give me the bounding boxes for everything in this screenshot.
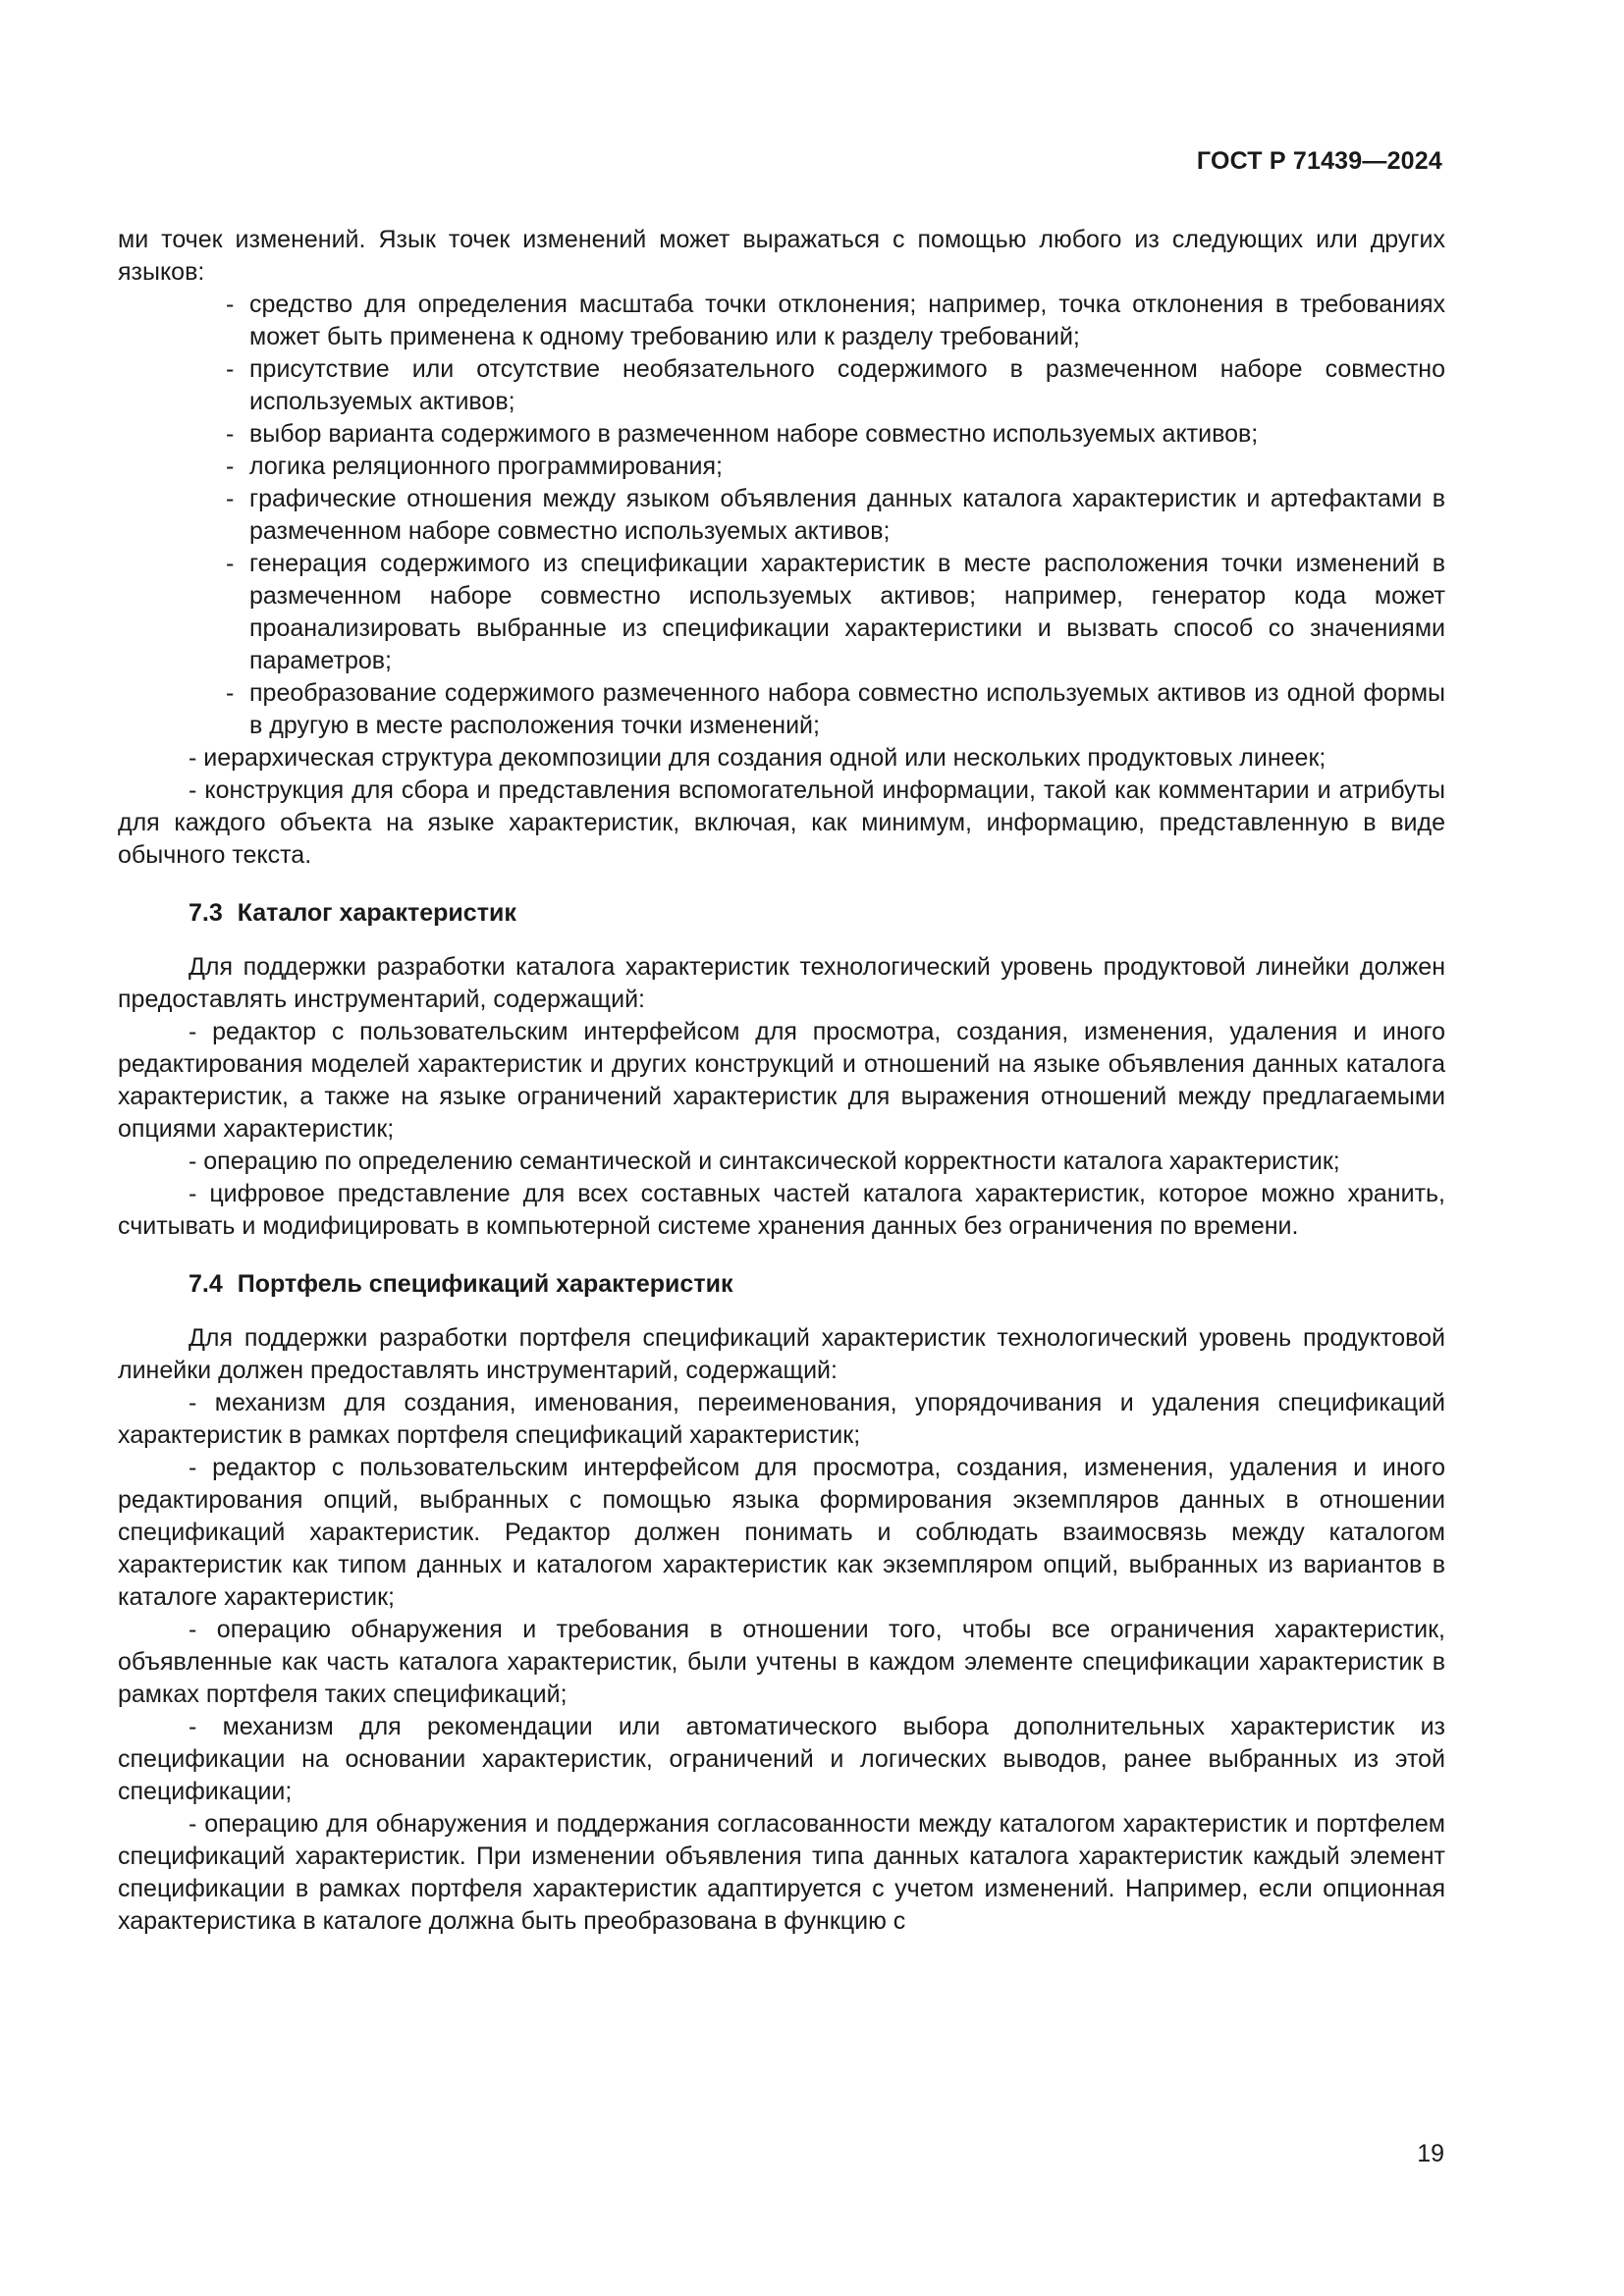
list-item: - редактор с пользовательским интерфейсом для просмотра, создания, изменения, удаления и иного редактирования опций, выбранных с помощью языка формирования экземпляров данных в отношении спецификаций характеристик. Редактор должен понимать и соблюдать взаимосвязь между каталогом характеристик как типом данных и каталогом характеристик как экземпляром опций, выбранных из вариантов в каталоге характеристик;	[118, 1454, 1445, 1611]
list-item: - средство для определения масштаба точки отклонения; например, точка отклонения в требованиях может быть применена к одному требованию или к разделу требований;	[226, 291, 1445, 350]
list-item: - преобразование содержимого размеченного набора совместно используемых активов из одной формы в другую в месте расположения точки изменений;	[226, 679, 1445, 739]
page-number: 19	[1417, 2140, 1444, 2167]
list-item: - редактор с пользовательским интерфейсом для просмотра, создания, изменения, удаления и иного редактирования моделей характеристик и других конструкций и отношений на языке объявления данных каталога характеристик, а также на языке ограничений характеристик для выражения отношений между предлагаемыми опциями характеристик;	[118, 1018, 1445, 1143]
section-number: 7.3	[189, 899, 223, 927]
list-item: - операцию по определению семантической и синтаксической корректности каталога характеристик;	[189, 1148, 1340, 1175]
section-intro: Для поддержки разработки каталога характеристик технологический уровень продуктовой линейки должен предоставлять инструментарий, содержащий:	[118, 953, 1445, 1013]
list-item: - конструкция для сбора и представления вспомогательной информации, такой как комментарии и атрибуты для каждого объекта на языке характеристик, включая, как минимум, информацию, представленную в виде обычного текста.	[118, 776, 1445, 869]
list-item: - выбор варианта содержимого в размеченном наборе совместно используемых активов;	[226, 420, 1259, 448]
list-item: - иерархическая структура декомпозиции для создания одной или нескольких продуктовых линеек;	[189, 744, 1326, 772]
list-item: - логика реляционного программирования;	[226, 453, 723, 480]
list-item: - операцию обнаружения и требования в отношении того, чтобы все ограничения характеристик, объявленные как часть каталога характеристик, были учтены в каждом элементе спецификации характеристик в рамках портфеля таких спецификаций;	[118, 1616, 1445, 1708]
list-item: - генерация содержимого из спецификации характеристик в месте расположения точки изменений в размеченном наборе совместно используемых активов; например, генератор кода может проанализировать выбранные из спецификации характеристики и вызвать способ со значениями параметров;	[226, 550, 1445, 674]
section-intro: Для поддержки разработки портфеля спецификаций характеристик технологический уровень продуктовой линейки должен предоставлять инструментарий, содержащий:	[118, 1324, 1445, 1384]
section-heading-7-4	[118, 1268, 1445, 1301]
page-body	[118, 224, 1445, 1938]
list-item: - механизм для создания, именования, переименования, упорядочивания и удаления спецификаций характеристик в рамках портфеля спецификаций характеристик;	[118, 1389, 1445, 1449]
section-heading-7-3	[118, 897, 1445, 930]
document-id-header: ГОСТ Р 71439—2024	[1196, 147, 1442, 175]
section-title: Каталог характеристик	[237, 899, 516, 927]
section-title: Портфель спецификаций характеристик	[237, 1270, 733, 1298]
list-item: - присутствие или отсутствие необязательного содержимого в размеченном наборе совместно используемых активов;	[226, 355, 1445, 415]
variation-language-list	[118, 289, 1445, 742]
section-number: 7.4	[189, 1270, 223, 1298]
intro-paragraph: ми точек изменений. Язык точек изменений может выражаться с помощью любого из следующих или других языков:	[118, 226, 1445, 286]
list-item: - графические отношения между языком объявления данных каталога характеристик и артефактами в размеченном наборе совместно используемых активов;	[226, 485, 1445, 545]
list-item: - цифровое представление для всех составных частей каталога характеристик, которое можно хранить, считывать и модифицировать в компьютерной системе хранения данных без ограничения по времени.	[118, 1180, 1445, 1240]
list-item: - операцию для обнаружения и поддержания согласованности между каталогом характеристик и портфелем спецификаций характеристик. При изменении объявления типа данных каталога характеристик каждый элемент спецификации в рамках портфеля характеристик адаптируется с учетом изменений. Например, если опционная характеристика в каталоге должна быть преобразована в функцию с	[118, 1810, 1445, 1935]
list-item: - механизм для рекомендации или автоматического выбора дополнительных характеристик из спецификации на основании характеристик, ограничений и логических выводов, ранее выбранных из этой спецификации;	[118, 1713, 1445, 1805]
